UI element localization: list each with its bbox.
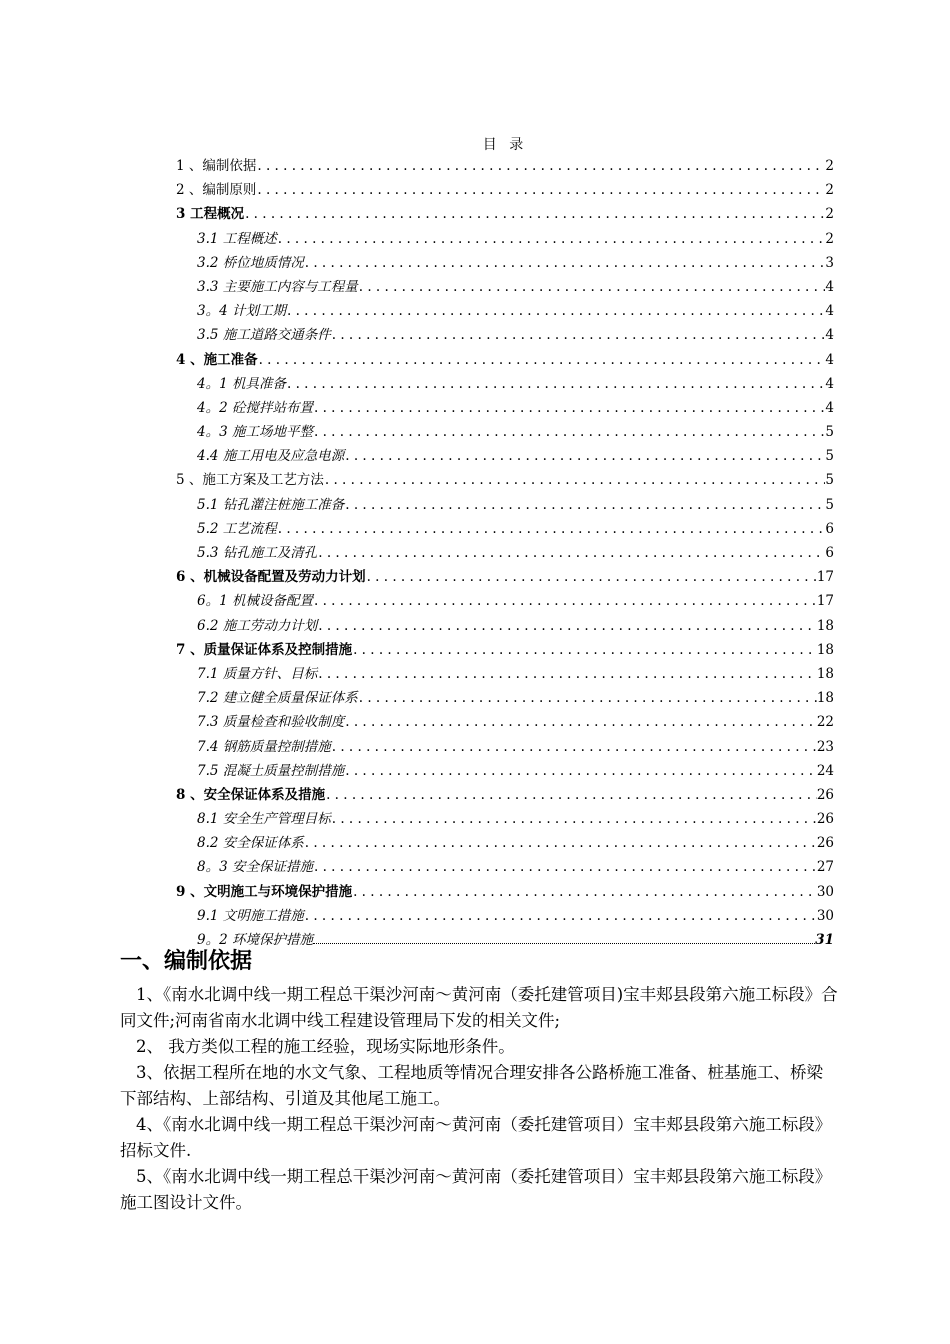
toc-entry-label: 9。2 环境保护措施 [197,932,313,948]
toc-entry-label: 5.3 钻孔施工及清孔 [197,545,318,561]
toc-entry-page: 27 [816,859,834,876]
toc-entry-page: 18 [816,641,834,658]
toc-entry-label: 6.2 施工劳动力计划 [197,617,318,634]
paragraph-5: 5、《南水北调中线一期工程总干渠沙河南～黄河南（委托建管项目）宝丰郏县段第六施工标段》施工图设计文件。 [120,1167,832,1212]
toc-entry-label: 8。3 安全保证措施 [197,859,313,876]
toc-entry-page: 6 [825,520,834,537]
toc-entry-page: 5 [825,472,834,489]
toc-entry[interactable] [176,831,834,855]
toc-entry[interactable] [176,227,834,251]
toc-entry[interactable] [176,565,834,589]
toc-entry[interactable] [176,348,834,372]
toc-leader-dots [244,202,825,226]
toc-entry[interactable] [176,444,834,468]
toc-entry-label: 3.3 主要施工内容与工程量 [197,278,358,295]
toc-entry[interactable] [176,807,834,831]
toc-entry-page: 5 [825,424,834,441]
toc-entry[interactable] [176,251,834,275]
toc-entry[interactable] [176,493,834,517]
toc-leader-dots [313,420,825,444]
toc-entry[interactable] [176,299,834,323]
toc-entry[interactable] [176,710,834,734]
toc-entry-label: 9 、文明施工与环境保护措施 [176,883,353,900]
toc-entry-label: 5 、施工方案及工艺方法 [176,472,324,489]
toc-leader-dots [344,444,825,468]
toc-entry-page: 30 [816,907,834,924]
toc-title: 目 录 [482,137,528,153]
toc-leader-dots [344,710,817,734]
toc-leader-dots [286,299,825,323]
toc-leader-dots [352,638,817,662]
toc-entry-label: 7.2 建立健全质量保证体系 [197,690,358,707]
toc-entry-page: 26 [816,835,834,852]
toc-leader-dots [358,686,817,710]
toc-leader-dots [331,807,817,831]
toc-entry-page: 23 [816,738,834,755]
toc-entry-page: 4 [825,327,834,344]
toc-entry-label: 6。1 机械设备配置 [197,593,313,610]
toc-entry-page: 5 [825,496,834,513]
toc-entry[interactable] [176,202,834,226]
toc-entry[interactable] [176,638,834,662]
toc-entry-page: 2 [825,206,834,223]
toc-entry-page: 2 [825,158,834,174]
toc-leader-dots [358,275,826,299]
toc-leader-dots [313,855,817,879]
toc-entry-page: 31 [815,932,834,948]
toc-entry-page: 17 [816,593,834,610]
toc-entry-label: 8.2 安全保证体系 [197,835,304,852]
toc-leader-dots [256,154,825,178]
toc-leader-dots [256,178,825,202]
toc-entry-label: 6 、机械设备配置及劳动力计划 [176,569,366,586]
toc-entry-page: 5 [825,448,834,465]
toc-entry-page: 4 [825,399,834,416]
toc-entry-label: 9.1 文明施工措施 [197,907,304,924]
toc-entry-page: 24 [816,762,834,779]
toc-leader-dots [286,372,825,396]
toc-entry-page: 4 [825,375,834,392]
section-body [120,982,838,1216]
toc-leader-dots [317,614,817,638]
toc-leader-dots [331,735,817,759]
toc-leader-dots [313,396,825,420]
toc-entry[interactable] [176,517,834,541]
toc-entry-page: 4 [825,278,834,295]
table-of-contents [176,154,834,952]
toc-entry-label: 7.3 质量检查和验收制度 [197,714,345,731]
toc-entry[interactable] [176,323,834,347]
toc-leader-dots [258,348,826,372]
toc-entry-page: 18 [816,690,834,707]
toc-entry-label: 3.5 施工道路交通条件 [197,327,331,344]
toc-entry[interactable] [176,928,834,952]
toc-entry[interactable] [176,372,834,396]
toc-entry[interactable] [176,880,834,904]
toc-leader-dots [317,662,817,686]
toc-entry[interactable] [176,468,834,492]
toc-entry[interactable] [176,855,834,879]
toc-entry[interactable] [176,662,834,686]
toc-entry-label: 2 、编制原则 [176,182,257,199]
paragraph-1: 1、《南水北调中线一期工程总干渠沙河南～黄河南（委托建管项目)宝丰郏县段第六施工标段》合同文件;河南省南水北调中线工程建设管理局下发的相关文件; [120,985,838,1030]
toc-entry-page: 18 [816,617,834,634]
toc-entry-page: 22 [816,714,834,731]
toc-leader-dots [366,565,817,589]
toc-entry-page: 2 [825,182,834,199]
toc-leader-dots [325,783,817,807]
toc-leader-dots [304,904,817,928]
toc-entry-label: 7.5 混凝土质量控制措施 [197,762,345,779]
toc-entry-page: 26 [816,811,834,828]
toc-entry[interactable] [176,783,834,807]
toc-entry-label: 3.2 桥位地质情况 [197,254,304,271]
section-heading: 一、编制依据 [120,949,253,974]
toc-entry-page: 2 [825,230,834,247]
toc-entry[interactable] [176,154,834,178]
toc-entry[interactable] [176,396,834,420]
paragraph-4: 4、《南水北调中线一期工程总干渠沙河南～黄河南（委托建管项目）宝丰郏县段第六施工标段》招标文件. [120,1115,832,1160]
toc-entry-page: 6 [825,545,834,561]
toc-entry-label: 7 、质量保证体系及控制措施 [176,641,353,658]
toc-entry-label: 4。3 施工场地平整 [197,424,313,441]
toc-leader-dots [324,468,826,492]
toc-entry-label: 7.4 钢筋质量控制措施 [197,738,331,755]
toc-entry[interactable] [176,686,834,710]
toc-entry[interactable] [176,178,834,202]
toc-leader-dots [304,251,826,275]
toc-leader-dots [313,931,815,944]
toc-entry[interactable] [176,275,834,299]
toc-entry-label: 1 、编制依据 [176,158,257,174]
toc-entry[interactable] [176,589,834,613]
toc-entry-label: 7.1 质量方针、目标 [197,665,318,682]
toc-entry-label: 3 工程概况 [176,206,245,223]
toc-entry-page: 30 [816,883,834,900]
toc-leader-dots [352,880,817,904]
toc-entry-label: 4 、施工准备 [176,351,258,368]
toc-entry-label: 3。4 计划工期 [197,303,286,320]
toc-leader-dots [277,517,826,541]
paragraph-3: 3、依据工程所在地的水文气象、工程地质等情况合理安排各公路桥施工准备、桩基施工、桥梁下部结构、上部结构、引道及其他尾工施工。 [120,1063,823,1108]
toc-entry-page: 26 [816,786,834,803]
toc-leader-dots [317,541,825,565]
toc-entry[interactable] [176,614,834,638]
toc-leader-dots [304,831,817,855]
toc-entry-label: 5.2 工艺流程 [197,520,277,537]
toc-entry[interactable] [176,541,834,565]
toc-entry-page: 4 [825,351,834,368]
toc-entry[interactable] [176,735,834,759]
toc-entry[interactable] [176,420,834,444]
toc-entry[interactable] [176,904,834,928]
toc-entry-label: 8.1 安全生产管理目标 [197,811,331,828]
toc-leader-dots [277,227,826,251]
toc-entry-label: 4。1 机具准备 [197,375,286,392]
toc-entry-page: 17 [816,569,834,586]
toc-entry-label: 4.4 施工用电及应急电源 [197,448,345,465]
toc-entry-label: 5.1 钻孔灌注桩施工准备 [197,496,345,513]
toc-leader-dots [313,589,817,613]
toc-leader-dots [331,323,826,347]
toc-entry-page: 3 [825,254,834,271]
toc-entry-label: 3.1 工程概述 [197,230,277,247]
toc-entry-page: 4 [825,303,834,320]
paragraph-2: 2、 我方类似工程的施工经验，现场实际地形条件。 [136,1037,515,1056]
toc-entry-label: 8 、安全保证体系及措施 [176,786,326,803]
toc-leader-dots [344,759,817,783]
toc-entry-page: 18 [816,665,834,682]
toc-entry-label: 4。2 砼搅拌站布置 [197,399,313,416]
toc-entry[interactable] [176,759,834,783]
toc-leader-dots [344,493,825,517]
